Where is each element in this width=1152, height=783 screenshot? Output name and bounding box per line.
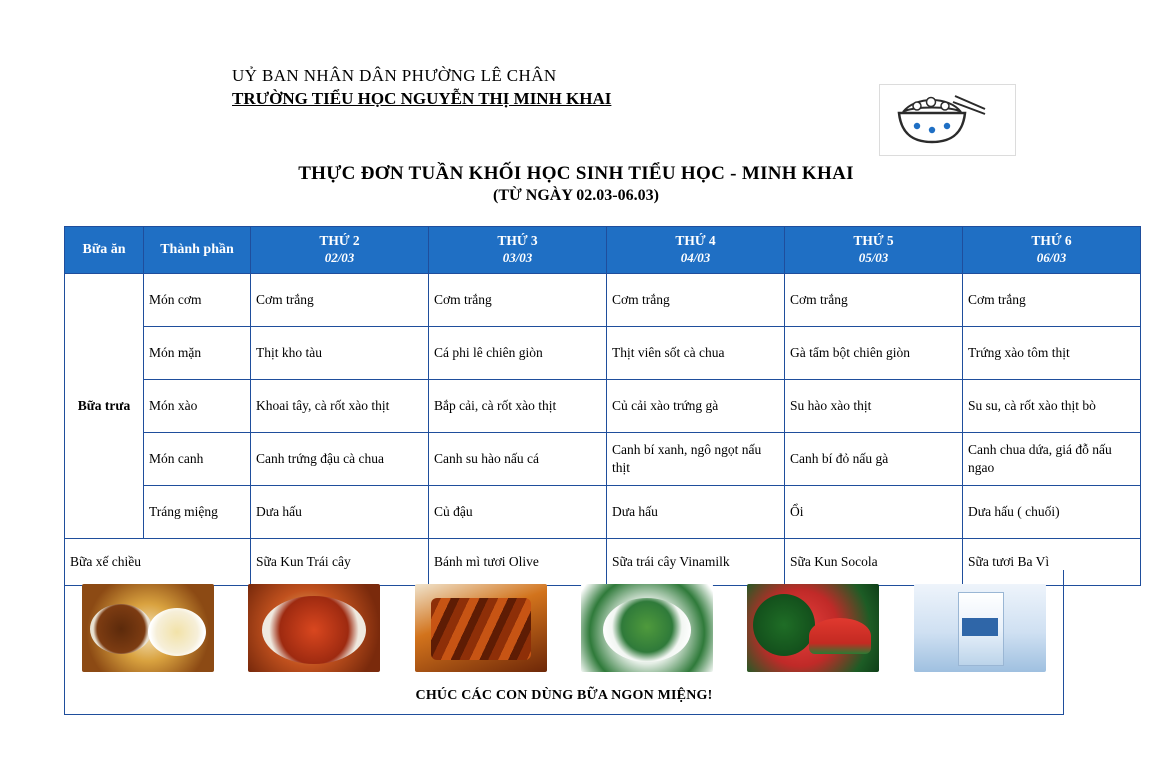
- page-subtitle: (TỪ NGÀY 02.03-06.03): [493, 187, 659, 204]
- menu-item-1-2: Thịt viên sốt cà chua: [607, 327, 785, 380]
- day-name-5: THỨ 6: [1031, 233, 1072, 249]
- rice-bowl-svg: [893, 90, 1003, 150]
- menu-item-2-3: Su hào xào thịt: [785, 380, 963, 433]
- photo-thit-kho-tau: [82, 584, 214, 672]
- component-label-1: Món mặn: [144, 327, 251, 380]
- rice-bowl-chopsticks-icon: [879, 84, 1016, 156]
- snack-item-3: Sữa Kun Socola: [785, 539, 963, 586]
- day-date-1: 02/03: [324, 250, 355, 266]
- component-label-3: Món canh: [144, 433, 251, 486]
- menu-item-2-1: Bắp cải, cà rốt xào thịt: [429, 380, 607, 433]
- column-header-day-3: [607, 227, 785, 274]
- document-header: [232, 66, 852, 109]
- photo-ca-chien: [248, 584, 380, 672]
- table-row: [65, 274, 1141, 327]
- day-name-3: THỨ 4: [675, 233, 716, 249]
- snack-item-0: Sữa Kun Trái cây: [251, 539, 429, 586]
- day-name-2: THỨ 3: [497, 233, 538, 249]
- component-label-0: Món cơm: [144, 274, 251, 327]
- component-label-4: Tráng miệng: [144, 486, 251, 539]
- menu-item-0-1: Cơm trắng: [429, 274, 607, 327]
- menu-item-1-0: Thịt kho tàu: [251, 327, 429, 380]
- menu-item-1-3: Gà tẩm bột chiên giòn: [785, 327, 963, 380]
- column-header-component: Thành phần: [144, 227, 251, 274]
- menu-item-3-4: Canh chua dứa, giá đỗ nấu ngao: [963, 433, 1141, 486]
- menu-item-2-2: Củ cải xào trứng gà: [607, 380, 785, 433]
- menu-item-2-4: Su su, cà rốt xào thịt bò: [963, 380, 1141, 433]
- table-row: [65, 380, 1141, 433]
- menu-item-0-2: Cơm trắng: [607, 274, 785, 327]
- column-header-day-1: [251, 227, 429, 274]
- table-body: [65, 274, 1141, 586]
- menu-item-2-0: Khoai tây, cà rốt xào thịt: [251, 380, 429, 433]
- column-header-meal: Bữa ăn: [65, 227, 144, 274]
- school-name: [232, 89, 852, 109]
- day-name-4: THỨ 5: [853, 233, 894, 249]
- document-title-block: [0, 163, 1152, 205]
- snack-item-1: Bánh mì tươi Olive: [429, 539, 607, 586]
- component-label-2: Món xào: [144, 380, 251, 433]
- column-header-day-5: [963, 227, 1141, 274]
- column-header-day-4: [785, 227, 963, 274]
- menu-item-4-3: Ổi: [785, 486, 963, 539]
- organization-name: UỶ BAN NHÂN DÂN PHƯỜNG LÊ CHÂN: [232, 66, 557, 85]
- day-name-1: THỨ 2: [319, 233, 360, 249]
- page-title: THỰC ĐƠN TUẦN KHỐI HỌC SINH TIỂU HỌC - MINH KHAI: [298, 163, 854, 184]
- snack-item-4: Sữa tươi Ba Vì: [963, 539, 1141, 586]
- menu-item-4-1: Củ đậu: [429, 486, 607, 539]
- photo-canh-rau: [581, 584, 713, 672]
- footer-message: CHÚC CÁC CON DÙNG BỮA NGON MIỆNG!: [415, 688, 713, 703]
- menu-item-3-1: Canh su hào nấu cá: [429, 433, 607, 486]
- day-date-5: 06/03: [1036, 250, 1067, 266]
- menu-item-0-3: Cơm trắng: [785, 274, 963, 327]
- menu-item-0-4: Cơm trắng: [963, 274, 1141, 327]
- school-name-text: TRƯỜNG TIỂU HỌC NGUYỄN THỊ MINH KHAI: [232, 89, 612, 108]
- menu-item-3-0: Canh trứng đậu cà chua: [251, 433, 429, 486]
- meal-label-snack: Bữa xế chiều: [65, 539, 251, 586]
- menu-item-4-0: Dưa hấu: [251, 486, 429, 539]
- photo-dua-hau: [747, 584, 879, 672]
- menu-item-4-2: Dưa hấu: [607, 486, 785, 539]
- photo-suon-kho: [415, 584, 547, 672]
- day-date-4: 05/03: [858, 250, 889, 266]
- table-row: [65, 486, 1141, 539]
- snack-item-2: Sữa trái cây Vinamilk: [607, 539, 785, 586]
- table-row: [65, 433, 1141, 486]
- column-header-day-2: [429, 227, 607, 274]
- day-date-2: 03/03: [502, 250, 533, 266]
- menu-item-1-4: Trứng xào tôm thịt: [963, 327, 1141, 380]
- menu-item-3-2: Canh bí xanh, ngô ngọt nấu thịt: [607, 433, 785, 486]
- food-photo-strip: [64, 570, 1064, 715]
- table-header: [65, 227, 1141, 274]
- menu-item-1-1: Cá phi lê chiên giòn: [429, 327, 607, 380]
- menu-item-0-0: Cơm trắng: [251, 274, 429, 327]
- menu-item-4-4: Dưa hấu ( chuối): [963, 486, 1141, 539]
- weekly-menu-table: [64, 226, 1141, 586]
- day-date-3: 04/03: [680, 250, 711, 266]
- table-row: [65, 327, 1141, 380]
- meal-label-lunch: Bữa trưa: [65, 274, 144, 539]
- photo-sua-hop: [914, 584, 1046, 672]
- table-header-row: [65, 227, 1141, 274]
- photo-row: [65, 570, 1063, 678]
- menu-item-3-3: Canh bí đỏ nấu gà: [785, 433, 963, 486]
